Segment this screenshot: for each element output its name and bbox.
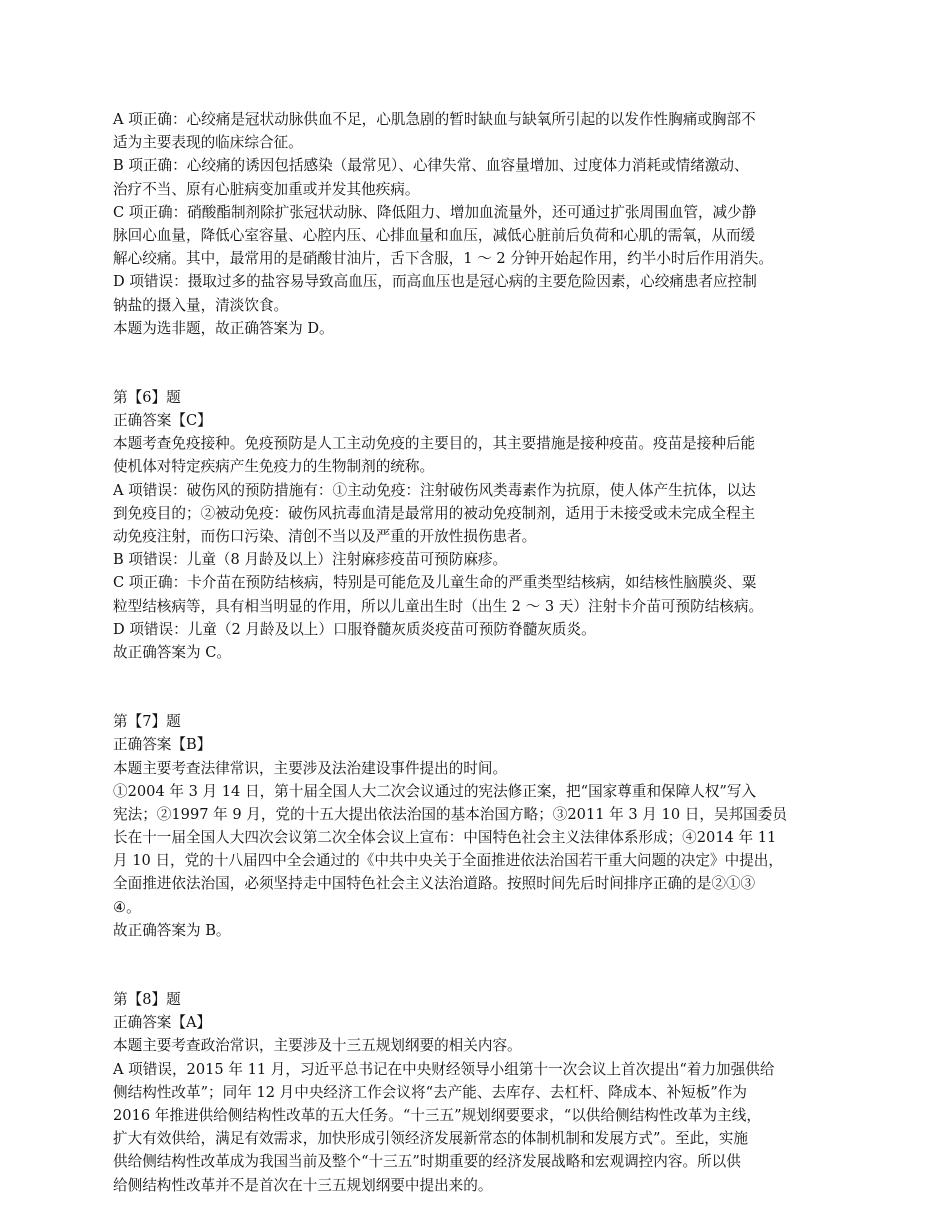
text-line: 本题考查免疫接种。免疫预防是人工主动免疫的主要目的，其主要措施是接种疫苗。疫苗是接种后能 — [113, 435, 756, 453]
conclusion-line: 故正确答案为 B。 — [113, 921, 231, 939]
question-7-section — [113, 710, 853, 942]
text-line: 宪法；②1997 年 9 月，党的十五大提出依法治国的基本治国方略；③2011 年 3 月 10 日，吴邦国委员 — [113, 805, 787, 823]
correct-answer: 正确答案【C】 — [113, 412, 212, 430]
text-line: 供给侧结构性改革成为我国当前及整个“十三五”时期重要的经济发展战略和宏观调控内容。所以供 — [113, 1153, 741, 1171]
text-line: ④。 — [113, 898, 141, 916]
text-line: 粒型结核病等，具有相当明显的作用，所以儿童出生时（出生 2 ～ 3 天）注射卡介苗可预防结核病。 — [113, 597, 764, 615]
text-line: 给侧结构性改革并不是首次在十三五规划纲要中提出来的。 — [113, 1176, 493, 1194]
text-line: 解心绞痛。其中，最常用的是硝酸甘油片，舌下含服，1 ～ 2 分钟开始起作用，约半小时后作用消失。 — [113, 250, 774, 268]
text-line: D 项错误：儿童（2 月龄及以上）口服脊髓灰质炎疫苗可预防脊髓灰质炎。 — [113, 620, 596, 638]
text-line: 动免疫注射，而伤口污染、清创不当以及严重的开放性损伤患者。 — [113, 528, 537, 545]
conclusion-line: 本题为选非题，故正确答案为 D。 — [113, 319, 334, 337]
text-line: C 项正确：卡介苗在预防结核病，特别是可能危及儿童生命的严重类型结核病，如结核性脑膜炎、粟 — [113, 574, 757, 592]
conclusion-line: 故正确答案为 C。 — [113, 643, 231, 661]
document-page — [113, 108, 853, 1197]
text-line: ①2004 年 3 月 14 日，第十届全国人大二次会议通过的宪法修正案，把“国家尊重和保障人权”写入 — [113, 782, 757, 800]
text-line: 月 10 日，党的十八届四中全会通过的《中共中央关于全面推进依法治国若干重大问题的决定》中提出， — [113, 852, 783, 870]
question-number: 第【6】题 — [113, 388, 181, 406]
text-line: A 项错误，2015 年 11 月，习近平总书记在中央财经领导小组第十一次会议上首次提出“着力加强供给 — [113, 1060, 775, 1078]
text-line: A 项正确：心绞痛是冠状动脉供血不足，心肌急剧的暂时缺血与缺氧所引起的以发作性胸痛或胸部不 — [113, 111, 756, 128]
text-line: 本题主要考查法律常识，主要涉及法治建设事件提出的时间。 — [113, 759, 508, 777]
text-line: 到免疫目的；②被动免疫：破伤风抗毒血清是最常用的被动免疫制剂，适用于未接受或未完成全程主 — [113, 504, 756, 522]
text-line: 本题主要考查政治常识，主要涉及十三五规划纲要的相关内容。 — [113, 1037, 522, 1055]
text-line: 扩大有效供给，满足有效需求，加快形成引领经济发展新常态的体制机制和发展方式”。至此，实施 — [113, 1130, 748, 1148]
text-line: 脉回心血量，降低心室容量、心腔内压、心排血量和血压，减低心脏前后负荷和心肌的需氧，从而缓 — [113, 226, 756, 244]
text-line: 使机体对特定疾病产生免疫力的生物制剂的统称。 — [113, 458, 435, 476]
section-gap — [113, 340, 853, 386]
text-line: B 项错误：儿童（8 月龄及以上）注射麻疹疫苗可预防麻疹。 — [113, 551, 508, 569]
text-line: 治疗不当、原有心脏病变加重或并发其他疾病。 — [113, 180, 420, 198]
text-line: 钠盐的摄入量，清淡饮食。 — [113, 296, 289, 314]
question-number: 第【7】题 — [113, 713, 181, 731]
question-6-section — [113, 386, 853, 664]
question-number: 第【8】题 — [113, 991, 181, 1008]
section-gap — [113, 664, 853, 710]
text-line: A 项错误：破伤风的预防措施有：①主动免疫：注射破伤风类毒素作为抗原，使人体产生抗体，以达 — [113, 481, 756, 499]
text-line: B 项正确：心绞痛的诱因包括感染（最常见）、心律失常、血容量增加、过度体力消耗或情绪激动、 — [113, 157, 749, 175]
text-line: C 项正确：硝酸酯制剂除扩张冠状动脉、降低阻力、增加血流量外，还可通过扩张周围血管，减少静 — [113, 203, 757, 221]
text-line: D 项错误：摄取过多的盐容易导致高血压，而高血压也是冠心病的主要危险因素，心绞痛患者应控制 — [113, 273, 757, 291]
question-8-section — [113, 988, 853, 1197]
correct-answer: 正确答案【A】 — [113, 1014, 212, 1032]
text-line: 长在十一届全国人大四次会议第二次全体会议上宣布：中国特色社会主义法律体系形成；④2014 年 11 — [113, 829, 777, 847]
text-line: 侧结构性改革”；同年 12 月中央经济工作会议将“去产能、去库存、去杠杆、降成本、补短板”作为 — [113, 1083, 747, 1101]
text-line: 2016 年推进供给侧结构性改革的五大任务。“十三五”规划纲要要求，“以供给侧结构性改革为主线， — [113, 1106, 761, 1124]
correct-answer: 正确答案【B】 — [113, 736, 212, 754]
text-line: 适为主要表现的临床综合征。 — [113, 134, 303, 152]
answer-explanation-q5 — [113, 108, 853, 340]
text-line: 全面推进依法治国，必须坚持走中国特色社会主义法治道路。按照时间先后时间排序正确的是②①③ — [113, 875, 756, 893]
section-gap — [113, 942, 853, 988]
